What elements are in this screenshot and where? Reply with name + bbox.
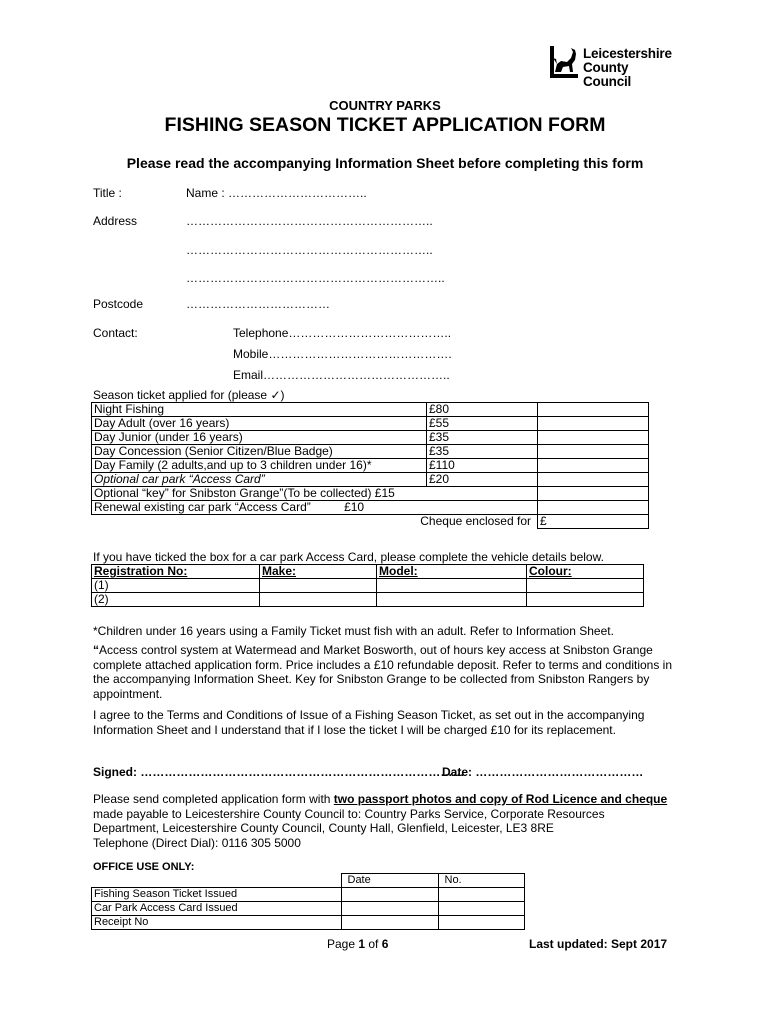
ticket-price: £35 <box>427 431 538 445</box>
instruction-text: Please read the accompanying Information Sheet before completing this form <box>126 155 644 171</box>
address-line-2[interactable]: …………………………………………………….. <box>186 243 433 257</box>
vehicle-header: Make: <box>260 565 377 579</box>
address-label: Address <box>93 214 138 228</box>
ticket-label: Day Family (2 adults,and up to 3 children under 16)* <box>92 459 427 473</box>
vehicle-cell[interactable] <box>260 593 377 607</box>
table-row <box>92 487 649 501</box>
table-row <box>92 593 644 607</box>
table-row <box>92 874 525 888</box>
table-row <box>92 902 525 916</box>
vehicle-row-label[interactable]: (2) <box>92 593 260 607</box>
vehicle-cell[interactable] <box>377 579 527 593</box>
mobile-field[interactable]: Mobile………………………………………. <box>233 347 452 361</box>
ticket-price: £80 <box>427 403 538 417</box>
office-row-label: Car Park Access Card Issued <box>92 902 342 916</box>
contact-label: Contact: <box>93 326 138 340</box>
office-cell[interactable] <box>341 916 438 930</box>
office-cell[interactable] <box>438 916 525 930</box>
ticket-checkbox[interactable] <box>538 473 649 487</box>
ticket-checkbox[interactable] <box>538 417 649 431</box>
office-cell[interactable] <box>341 902 438 916</box>
ticket-checkbox[interactable] <box>538 501 649 515</box>
cheque-label: Cheque enclosed for <box>92 515 538 529</box>
ticket-checkbox[interactable] <box>538 431 649 445</box>
send-prefix: Please send completed application form with <box>93 792 334 806</box>
ticket-label: Day Junior (under 16 years) <box>92 431 427 445</box>
page-number <box>327 937 388 951</box>
form-title: FISHING SEASON TICKET APPLICATION FORM <box>164 114 606 136</box>
vehicle-header: Colour: <box>527 565 644 579</box>
ticket-checkbox[interactable] <box>538 459 649 473</box>
ticket-label: Day Concession (Senior Citizen/Blue Badge) <box>92 445 427 459</box>
table-row <box>92 431 649 445</box>
last-updated: Last updated: Sept 2017 <box>529 937 668 951</box>
ticket-checkbox[interactable] <box>538 487 649 501</box>
table-row <box>92 565 644 579</box>
table-row <box>92 459 649 473</box>
fox-crest-icon <box>549 44 579 80</box>
date-field[interactable]: Date: …………………………………… <box>442 765 644 779</box>
ticket-table <box>91 402 649 529</box>
table-row <box>92 403 649 417</box>
logo-wordmark <box>583 47 679 89</box>
ticket-price: £20 <box>427 473 538 487</box>
key-option-label: Optional “key” for Snibston Grange”(To be collected) £15 <box>92 487 538 501</box>
vehicle-table <box>91 564 644 607</box>
ticket-price: £35 <box>427 445 538 459</box>
table-row <box>92 888 525 902</box>
table-row <box>92 916 525 930</box>
office-table <box>91 873 525 930</box>
office-cell[interactable] <box>341 888 438 902</box>
name-field[interactable]: Name : …………………………….. <box>186 186 367 200</box>
cheque-amount-field[interactable]: £ <box>538 515 649 529</box>
ticket-heading: Season ticket applied for (please ✓) <box>93 388 285 402</box>
postcode-field[interactable]: ……………………………… <box>186 297 330 311</box>
agreement-text: I agree to the Terms and Conditions of Issue of a Fishing Season Ticket, as set out in the accompanying Information Sheet and I understand that if I lose the ticket I will be charged £10 for its replacement. <box>93 708 645 737</box>
ticket-price: £110 <box>427 459 538 473</box>
vehicle-header: Registration No: <box>92 565 260 579</box>
table-row <box>92 501 649 515</box>
council-logo <box>549 44 679 89</box>
ticket-label: Day Adult (over 16 years) <box>92 417 427 431</box>
ticket-checkbox[interactable] <box>538 445 649 459</box>
table-row <box>92 579 644 593</box>
table-row <box>92 473 649 487</box>
office-row-label: Fishing Season Ticket Issued <box>92 888 342 902</box>
section-heading: COUNTRY PARKS <box>329 98 441 113</box>
send-instructions <box>93 792 673 850</box>
table-row <box>92 515 649 529</box>
table-row <box>92 445 649 459</box>
renewal-option-label: Renewal existing car park “Access Card” £10 <box>92 501 538 515</box>
address-line-1[interactable]: …………………………………………………….. <box>186 214 433 228</box>
title-label[interactable]: Title : <box>93 186 122 200</box>
postcode-label: Postcode <box>93 297 144 311</box>
vehicle-cell[interactable] <box>260 579 377 593</box>
email-field[interactable]: Email……………………………………….. <box>233 368 450 382</box>
send-emphasis: two passport photos and copy of Rod Licence and cheque <box>333 792 668 806</box>
logo-line-1: Leicestershire <box>583 46 672 61</box>
ticket-label: Optional car park “Access Card” <box>92 473 427 487</box>
send-suffix: made payable to Leicestershire County Council to: Country Parks Service, Corporate Resources Department, Leicestershire County Council, County Hall, Glenfield, Leicester, LE3 8RE <box>93 806 605 836</box>
page-of: of <box>365 937 382 951</box>
access-note <box>93 643 673 701</box>
send-telephone: Telephone (Direct Dial): 0116 305 5000 <box>93 835 301 850</box>
vehicle-intro: If you have ticked the box for a car park Access Card, please complete the vehicle details below. <box>93 550 604 564</box>
vehicle-row-label[interactable]: (1) <box>92 579 260 593</box>
children-note: *Children under 16 years using a Family Ticket must fish with an adult. Refer to Information Sheet. <box>93 624 614 638</box>
double-quote-mark: “ <box>93 643 99 657</box>
office-col-date: Date <box>341 874 438 888</box>
office-heading: OFFICE USE ONLY: <box>93 861 195 873</box>
vehicle-cell[interactable] <box>527 593 644 607</box>
vehicle-cell[interactable] <box>527 579 644 593</box>
office-col-no: No. <box>438 874 525 888</box>
signature-field[interactable]: Signed: ……………………………………………………………………… <box>93 765 465 779</box>
vehicle-cell[interactable] <box>377 593 527 607</box>
access-note-text: Access control system at Watermead and Market Bosworth, out of hours key access at Snibston Grange complete attached application form. Price includes a £10 refundable deposit. Refer to terms and conditions in the accompanying Information Sheet. Key for Snibston Grange to be collected from Snibston Rangers by appointment. <box>93 643 672 701</box>
page-prefix: Page <box>327 937 359 951</box>
address-line-3[interactable]: ……………………………………………………….. <box>186 271 445 285</box>
logo-line-2: County Council <box>583 60 632 89</box>
ticket-price: £55 <box>427 417 538 431</box>
page-total: 6 <box>381 937 389 951</box>
ticket-checkbox[interactable] <box>538 403 649 417</box>
office-corner <box>92 874 342 888</box>
vehicle-header: Model: <box>377 565 527 579</box>
office-row-label: Receipt No <box>92 916 342 930</box>
telephone-field[interactable]: Telephone………………………………….. <box>233 326 452 340</box>
table-row <box>92 417 649 431</box>
office-cell[interactable] <box>438 888 525 902</box>
office-cell[interactable] <box>438 902 525 916</box>
page-current: 1 <box>358 937 366 951</box>
ticket-label: Night Fishing <box>92 403 427 417</box>
